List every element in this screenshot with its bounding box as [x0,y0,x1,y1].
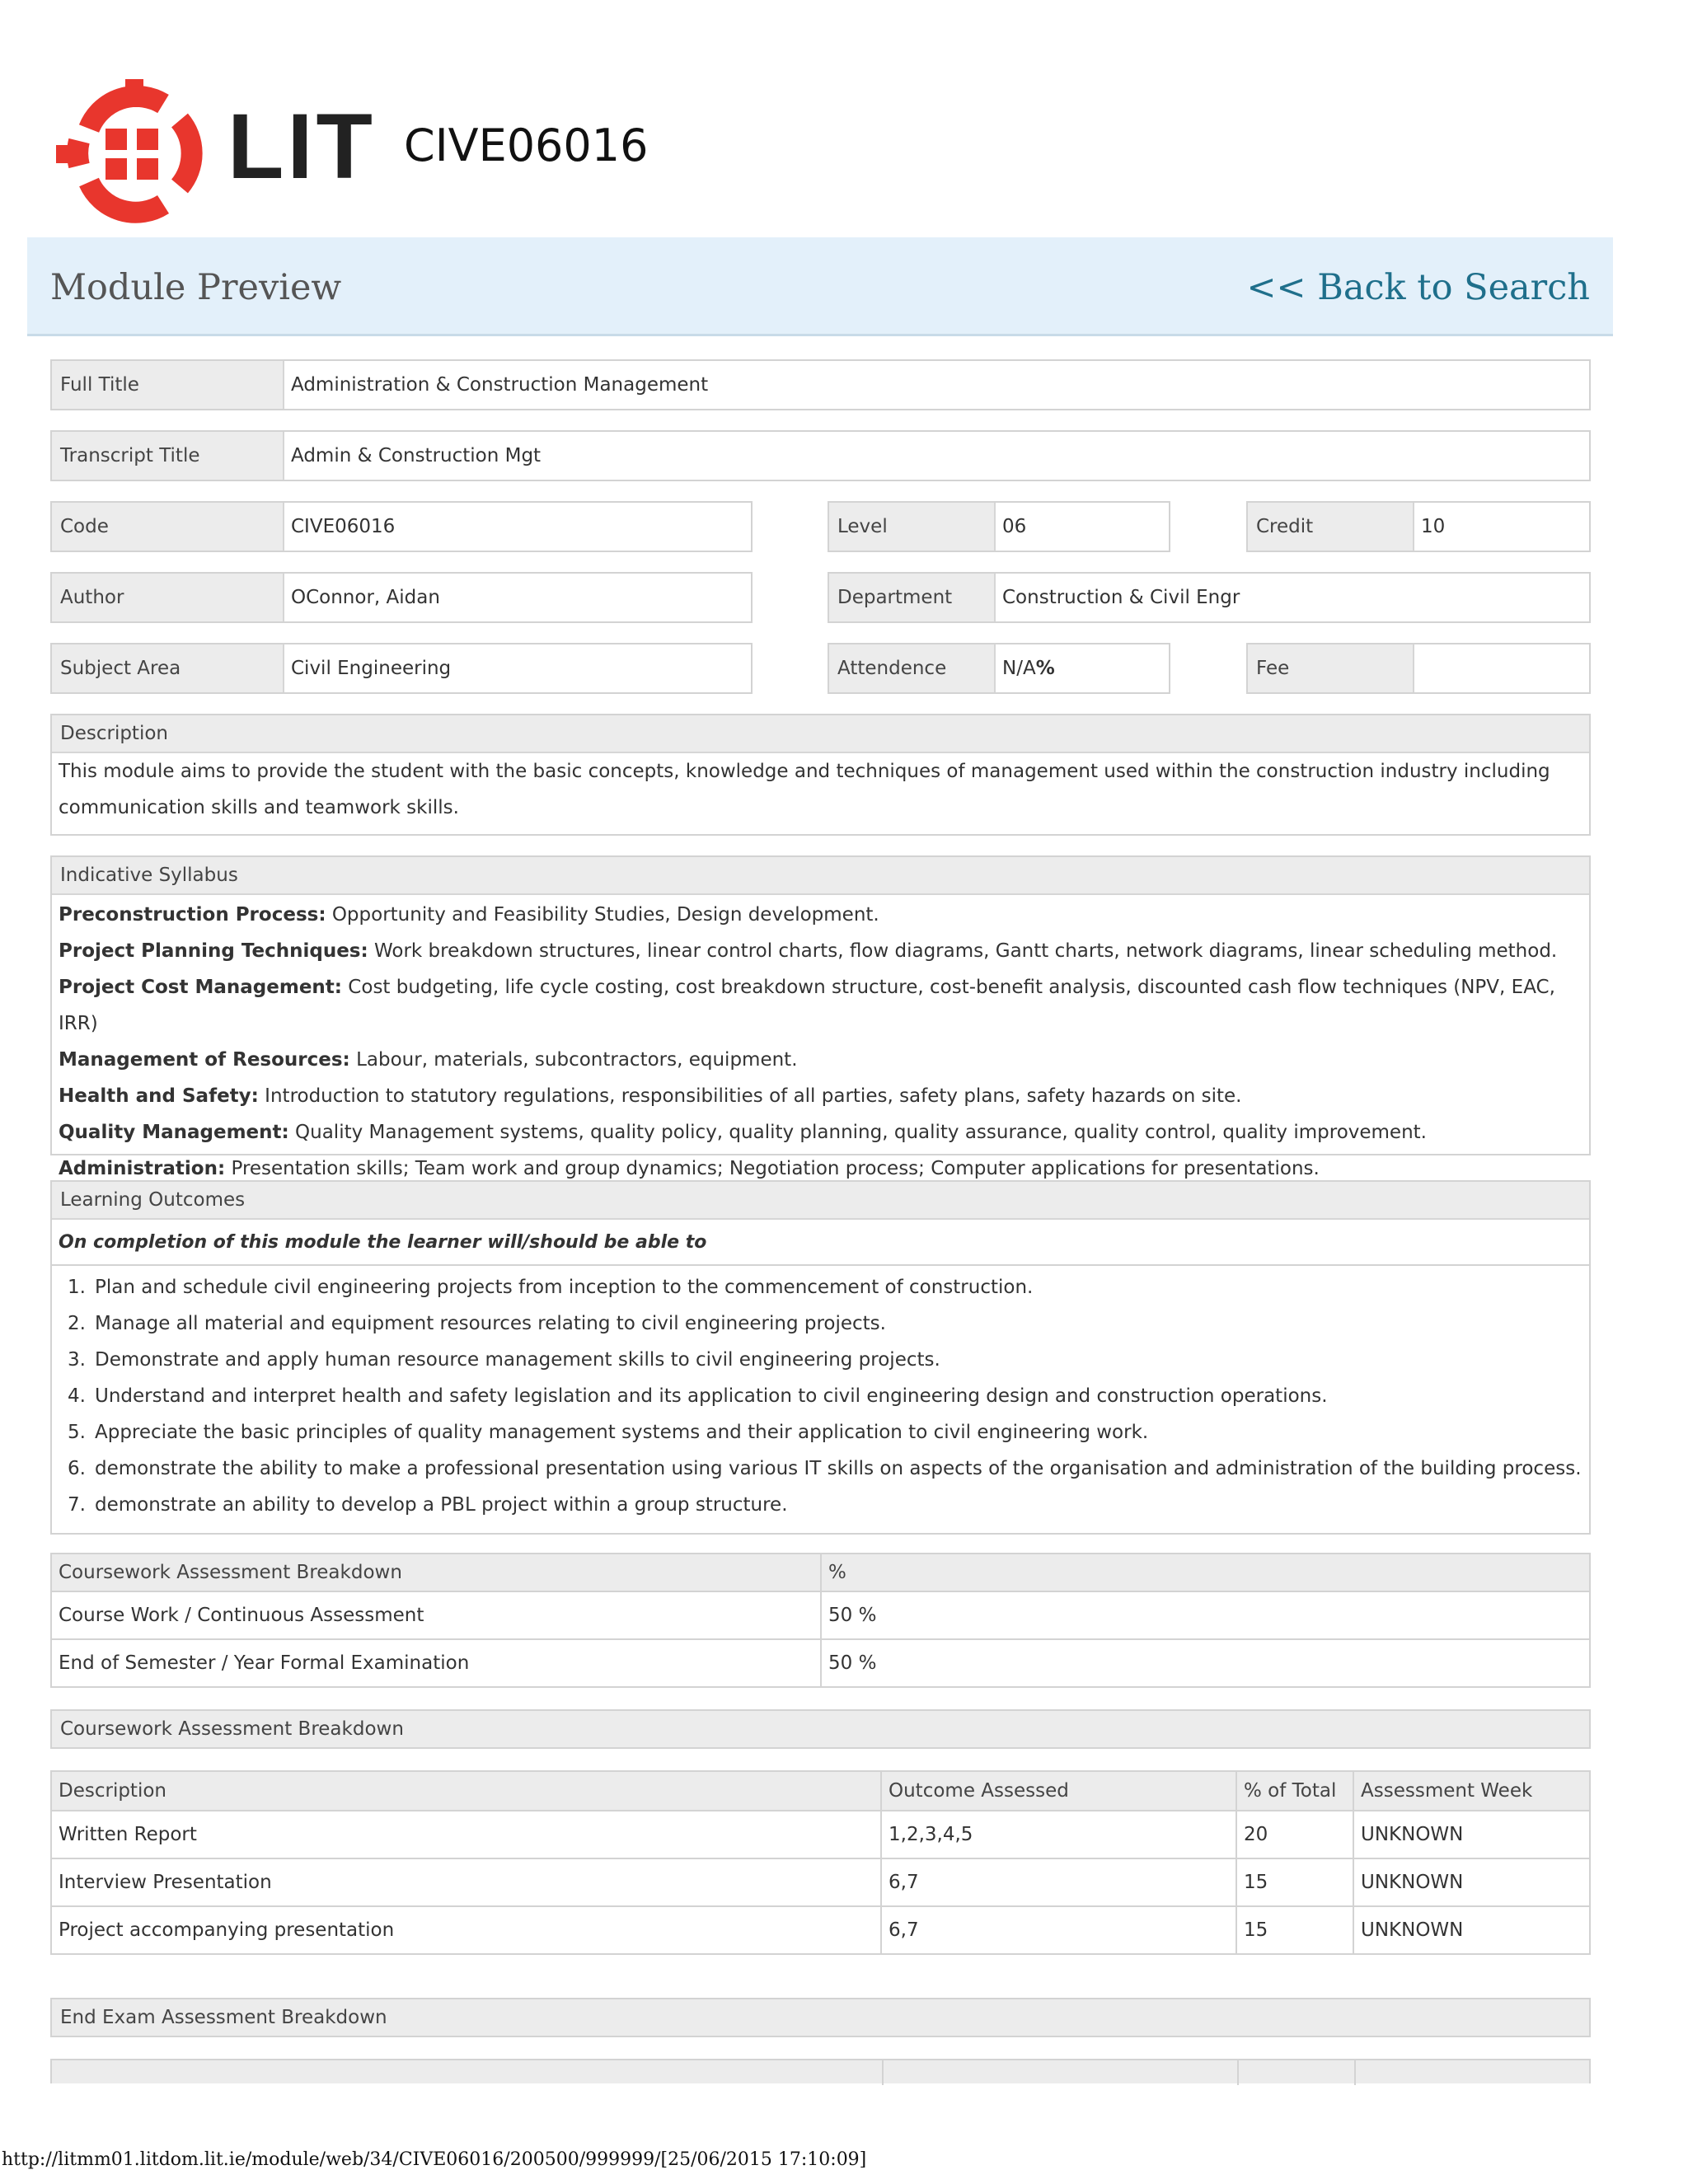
syllabus-item-title: Project Cost Management: [59,977,342,998]
learning-outcomes-heading: Learning Outcomes [52,1182,1589,1220]
cell-pct-total: 20 [1236,1811,1353,1858]
full-title-label: Full Title [52,361,284,409]
code-row [50,501,753,552]
department-row [828,572,1591,623]
attendence-value: N/A [1002,658,1036,679]
column-header-description: Description [51,1771,881,1811]
full-title-value: Administration & Construction Management [291,374,709,396]
author-row [50,572,753,623]
lit-logo [56,79,213,227]
module-preview-banner [27,237,1613,336]
column-divider [1354,2060,1356,2085]
summary-heading: Coursework Assessment Breakdown [51,1554,821,1591]
table-row [51,1811,1590,1858]
transcript-title-value: Admin & Construction Mgt [291,445,542,466]
cell-week: UNKNOWN [1353,1906,1590,1954]
syllabus-list [52,895,1589,1187]
credit-row [1246,501,1591,552]
department-value: Construction & Civil Engr [1002,587,1240,608]
lit-logo-icon [56,79,213,227]
description-line-2: communication skills and teamwork skills. [59,797,459,818]
outcome-item: 6. demonstrate the ability to make a professional presentation using various IT skills on aspects of the organisation and administration of the building process. [68,1458,1582,1479]
outcome-text: demonstrate an ability to develop a PBL project within a group structure. [95,1494,788,1516]
syllabus-item-title: Administration: [59,1158,226,1179]
transcript-title-row [50,430,1591,481]
syllabus-item [59,969,1582,1042]
assessment-summary-table [50,1553,1591,1688]
outcome-item: 4. Understand and interpret health and safety legislation and its application to civil engineering design and construction operations. [68,1385,1328,1407]
subject-area-label: Subject Area [52,644,284,692]
syllabus-item [59,1042,1582,1078]
syllabus-item-title: Management of Resources: [59,1049,350,1071]
syllabus-heading: Indicative Syllabus [52,857,1589,895]
syllabus-item-text: Introduction to statutory regulations, responsibilities of all parties, safety plans, safety hazards on site. [258,1085,1242,1107]
table-row [51,1906,1590,1954]
outcome-item: 5. Appreciate the basic principles of quality management systems and their application to civil engineering work. [68,1422,1149,1443]
outcome-item: 2. Manage all material and equipment resources relating to civil engineering projects. [68,1313,886,1334]
author-label: Author [52,574,284,621]
logo-text: LIT [227,95,376,198]
fee-value [1414,644,1421,692]
outcome-item: 3. Demonstrate and apply human resource management skills to civil engineering projects. [68,1349,940,1371]
footer-url: http://litmm01.litdom.lit.ie/module/web/34/CIVE06016/200500/999999/[25/06/2015 17:10:09] [2,2149,867,2170]
cell-week: UNKNOWN [1353,1811,1590,1858]
summary-row-value: 50 % [821,1591,1590,1639]
syllabus-item-title: Health and Safety: [59,1085,259,1107]
summary-row-label: Course Work / Continuous Assessment [51,1591,821,1639]
syllabus-item-title: Quality Management: [59,1122,289,1143]
cell-week: UNKNOWN [1353,1858,1590,1906]
outcome-text: Manage all material and equipment resources relating to civil engineering projects. [95,1313,886,1334]
syllabus-item-text: Opportunity and Feasibility Studies, Design development. [326,904,879,926]
author-value: OConnor, Aidan [291,587,440,608]
coursework-detail-table [50,1770,1591,1955]
learning-outcomes-section [50,1180,1591,1535]
module-code-heading: CIVE06016 [404,120,649,171]
coursework-breakdown-heading: Coursework Assessment Breakdown [50,1709,1591,1749]
outcome-text: Understand and interpret health and safety legislation and its application to civil engineering design and construction operations. [95,1385,1328,1407]
cell-description: Written Report [51,1811,881,1858]
syllabus-section [50,855,1591,1179]
column-divider [882,2060,884,2085]
credit-label: Credit [1248,503,1414,551]
syllabus-item [59,933,1582,969]
syllabus-item-text: Work breakdown structures, linear control charts, flow diagrams, Gantt charts, network diagrams, linear scheduling method. [368,940,1558,962]
department-label: Department [829,574,996,621]
table-row [51,1639,1590,1687]
learning-outcomes-list [52,1266,1589,1523]
syllabus-item-text: Quality Management systems, quality policy, quality planning, quality assurance, quality control, quality improvement. [288,1122,1427,1143]
cell-pct-total: 15 [1236,1906,1353,1954]
attendence-label: Attendence [829,644,996,692]
page-title: Module Preview [50,267,342,308]
syllabus-item [59,897,1582,933]
level-label: Level [829,503,996,551]
column-header-pct-total: % of Total [1236,1771,1353,1811]
cell-description: Interview Presentation [51,1858,881,1906]
code-value: CIVE06016 [291,516,396,537]
end-exam-table-stub [50,2059,1591,2083]
credit-value: 10 [1421,516,1446,537]
summary-row-value: 50 % [821,1639,1590,1687]
syllabus-item-text: Presentation skills; Team work and group dynamics; Negotiation process; Computer applications for presentations. [225,1158,1320,1179]
transcript-title-label: Transcript Title [52,432,284,480]
cell-outcome: 6,7 [881,1906,1236,1954]
code-label: Code [52,503,284,551]
summary-row-label: End of Semester / Year Formal Examination [51,1639,821,1687]
description-text [52,753,1589,826]
cell-pct-total: 15 [1236,1858,1353,1906]
outcome-item: 7. demonstrate an ability to develop a PBL project within a group structure. [68,1494,788,1516]
outcome-text: Demonstrate and apply human resource management skills to civil engineering projects. [95,1349,940,1371]
outcome-text: demonstrate the ability to make a professional presentation using various IT skills on aspects of the organisation and administration of the building process. [95,1458,1582,1479]
subject-area-row [50,643,753,694]
level-row [828,501,1170,552]
outcome-text: Appreciate the basic principles of quality management systems and their application to civil engineering work. [95,1422,1149,1443]
fee-label: Fee [1248,644,1414,692]
learning-outcomes-intro: On completion of this module the learner will/should be able to [52,1220,1589,1266]
column-header-outcome: Outcome Assessed [881,1771,1236,1811]
table-row [51,1591,1590,1639]
syllabus-item [59,1114,1582,1151]
cell-outcome: 1,2,3,4,5 [881,1811,1236,1858]
outcome-text: Plan and schedule civil engineering projects from inception to the commencement of construction. [95,1277,1034,1298]
syllabus-item-title: Project Planning Techniques: [59,940,368,962]
outcome-item: 1. Plan and schedule civil engineering projects from inception to the commencement of construction. [68,1277,1034,1298]
syllabus-item-text: Cost budgeting, life cycle costing, cost breakdown structure, cost-benefit analysis, discounted cash flow techniques (NPV, EAC, IRR) [59,977,1555,1034]
syllabus-item-title: Preconstruction Process: [59,904,326,926]
subject-area-value: Civil Engineering [291,658,452,679]
column-header-week: Assessment Week [1353,1771,1590,1811]
attendence-row [828,643,1170,694]
description-heading: Description [52,715,1589,753]
attendence-value-cell [996,644,1055,692]
level-value: 06 [1002,516,1027,537]
description-line-1: This module aims to provide the student with the basic concepts, knowledge and techniques of management used within the construction industry including [59,761,1550,782]
back-to-search-link[interactable]: << Back to Search [1246,267,1590,308]
full-title-row [50,359,1591,410]
syllabus-item [59,1078,1582,1114]
description-section [50,714,1591,836]
summary-pct-heading: % [821,1554,1590,1591]
fee-row [1246,643,1591,694]
syllabus-item-text: Labour, materials, subcontractors, equipment. [349,1049,798,1071]
column-divider [1237,2060,1239,2085]
table-row [51,1858,1590,1906]
cell-description: Project accompanying presentation [51,1906,881,1954]
attendence-unit: % [1035,658,1055,679]
cell-outcome: 6,7 [881,1858,1236,1906]
end-exam-breakdown-heading: End Exam Assessment Breakdown [50,1998,1591,2037]
